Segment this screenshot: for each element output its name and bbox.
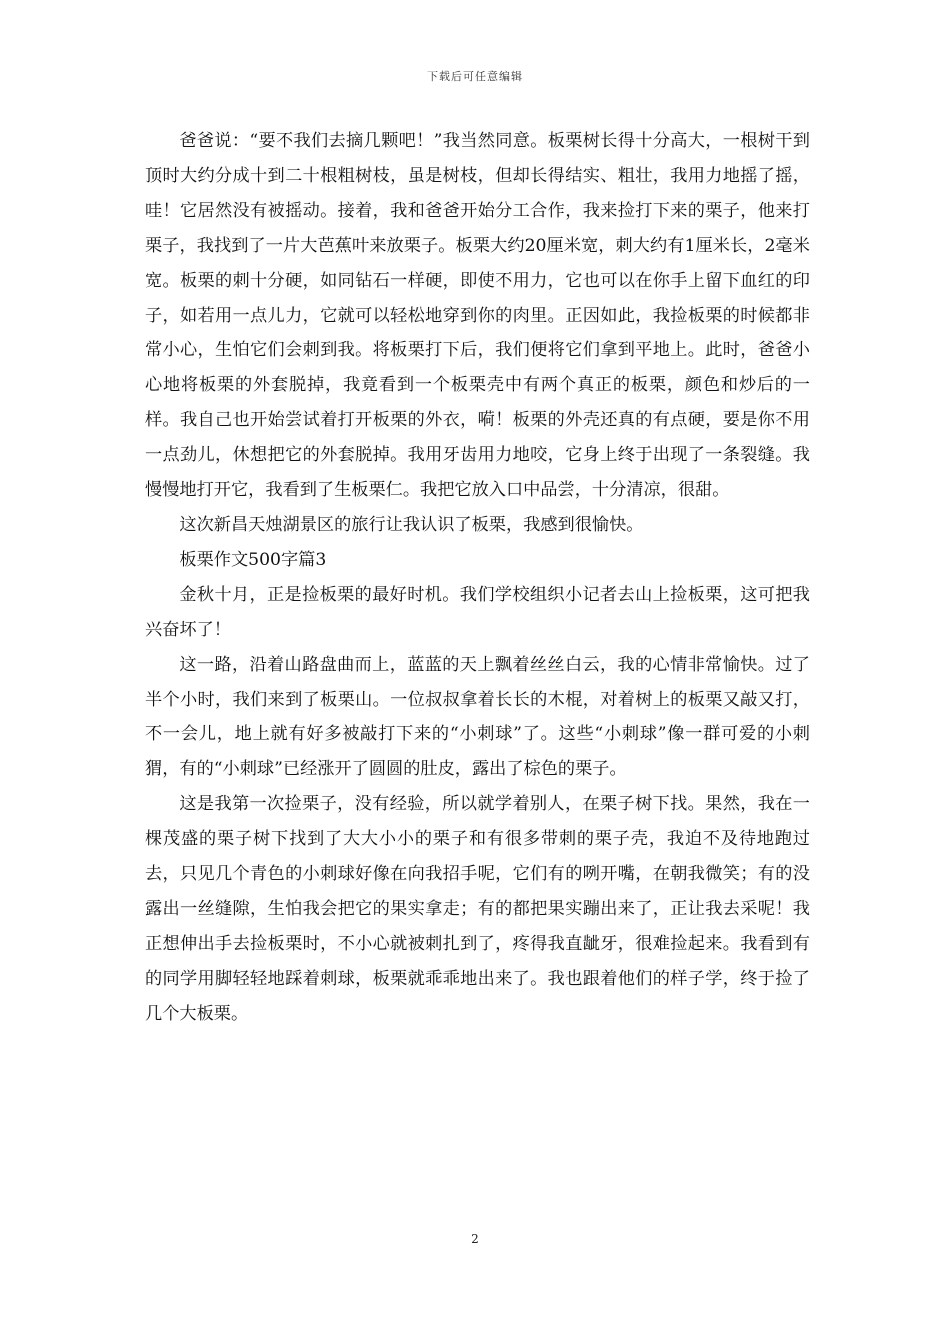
section-heading: 板栗作文500字篇3 — [179, 549, 327, 570]
document-body — [145, 124, 810, 1032]
paragraph-1: 爸爸说：“要不我们去摘几颗吧！”我当然同意。板栗树长得十分高大，一根树干到顶时大约分成十到二十根粗树枝，虽是树枝，但却长得结实、粗壮，我用力地摇了摇，哇！它居然没有被摇动。接着，我和爸爸开始分工合作，我来捡打下来的栗子，他来打栗子，我找到了一片大芭蕉叶来放栗子。板栗大约20厘米宽，刺大约有1厘米长，2毫米宽。板栗的刺十分硬，如同钻石一样硬，即使不用力，它也可以在你手上留下血红的印子，如若用一点儿力，它就可以轻松地穿到你的肉里。正因如此，我捡板栗的时候都非常小心，生怕它们会刺到我。将板栗打下后，我们便将它们拿到平地上。此时，爸爸小心地将板栗的外套脱掉，我竟看到一个板栗壳中有两个真正的板栗，颜色和炒后的一样。我自己也开始尝试着打开板栗的外衣，嗬！板栗的外壳还真的有点硬，要是你不用一点劲儿，休想把它的外套脱掉。我用牙齿用力地咬，它身上终于出现了一条裂缝。我慢慢地打开它，我看到了生板栗仁。我把它放入口中品尝，十分清凉，很甜。 — [145, 131, 810, 501]
paragraph-5: 这是我第一次捡栗子，没有经验，所以就学着别人，在栗子树下找。果然，我在一棵茂盛的栗子树下找到了大大小小的栗子和有很多带刺的栗子壳，我迫不及待地跑过去，只见几个青色的小刺球好像在向我招手呢，它们有的咧开嘴，在朝我微笑；有的没露出一丝缝隙，生怕我会把它的果实拿走；有的都把果实蹦出来了，正让我去采呢！我正想伸出手去捡板栗时，不小心就被刺扎到了，疼得我直龇牙，很难捡起来。我看到有的同学用脚轻轻地踩着刺球，板栗就乖乖地出来了。我也跟着他们的样子学，终于捡了几个大板栗。 — [145, 794, 810, 1024]
paragraph-2: 这次新昌天烛湖景区的旅行让我认识了板栗，我感到很愉快。 — [179, 514, 644, 535]
page-header: 下载后可任意编辑 — [427, 70, 523, 83]
page-number: 2 — [471, 1232, 479, 1246]
paragraph-4: 这一路，沿着山路盘曲而上，蓝蓝的天上飘着丝丝白云，我的心情非常愉快。过了半个小时，我们来到了板栗山。一位叔叔拿着长长的木棍，对着树上的板栗又敲又打，不一会儿，地上就有好多被敲打下来的“小刺球”了。这些“小刺球”像一群可爱的小刺猬，有的“小刺球”已经涨开了圆圆的肚皮，露出了棕色的栗子。 — [145, 654, 810, 780]
paragraph-3: 金秋十月，正是捡板栗的最好时机。我们学校组织小记者去山上捡板栗，这可把我兴奋坏了！ — [145, 584, 810, 640]
